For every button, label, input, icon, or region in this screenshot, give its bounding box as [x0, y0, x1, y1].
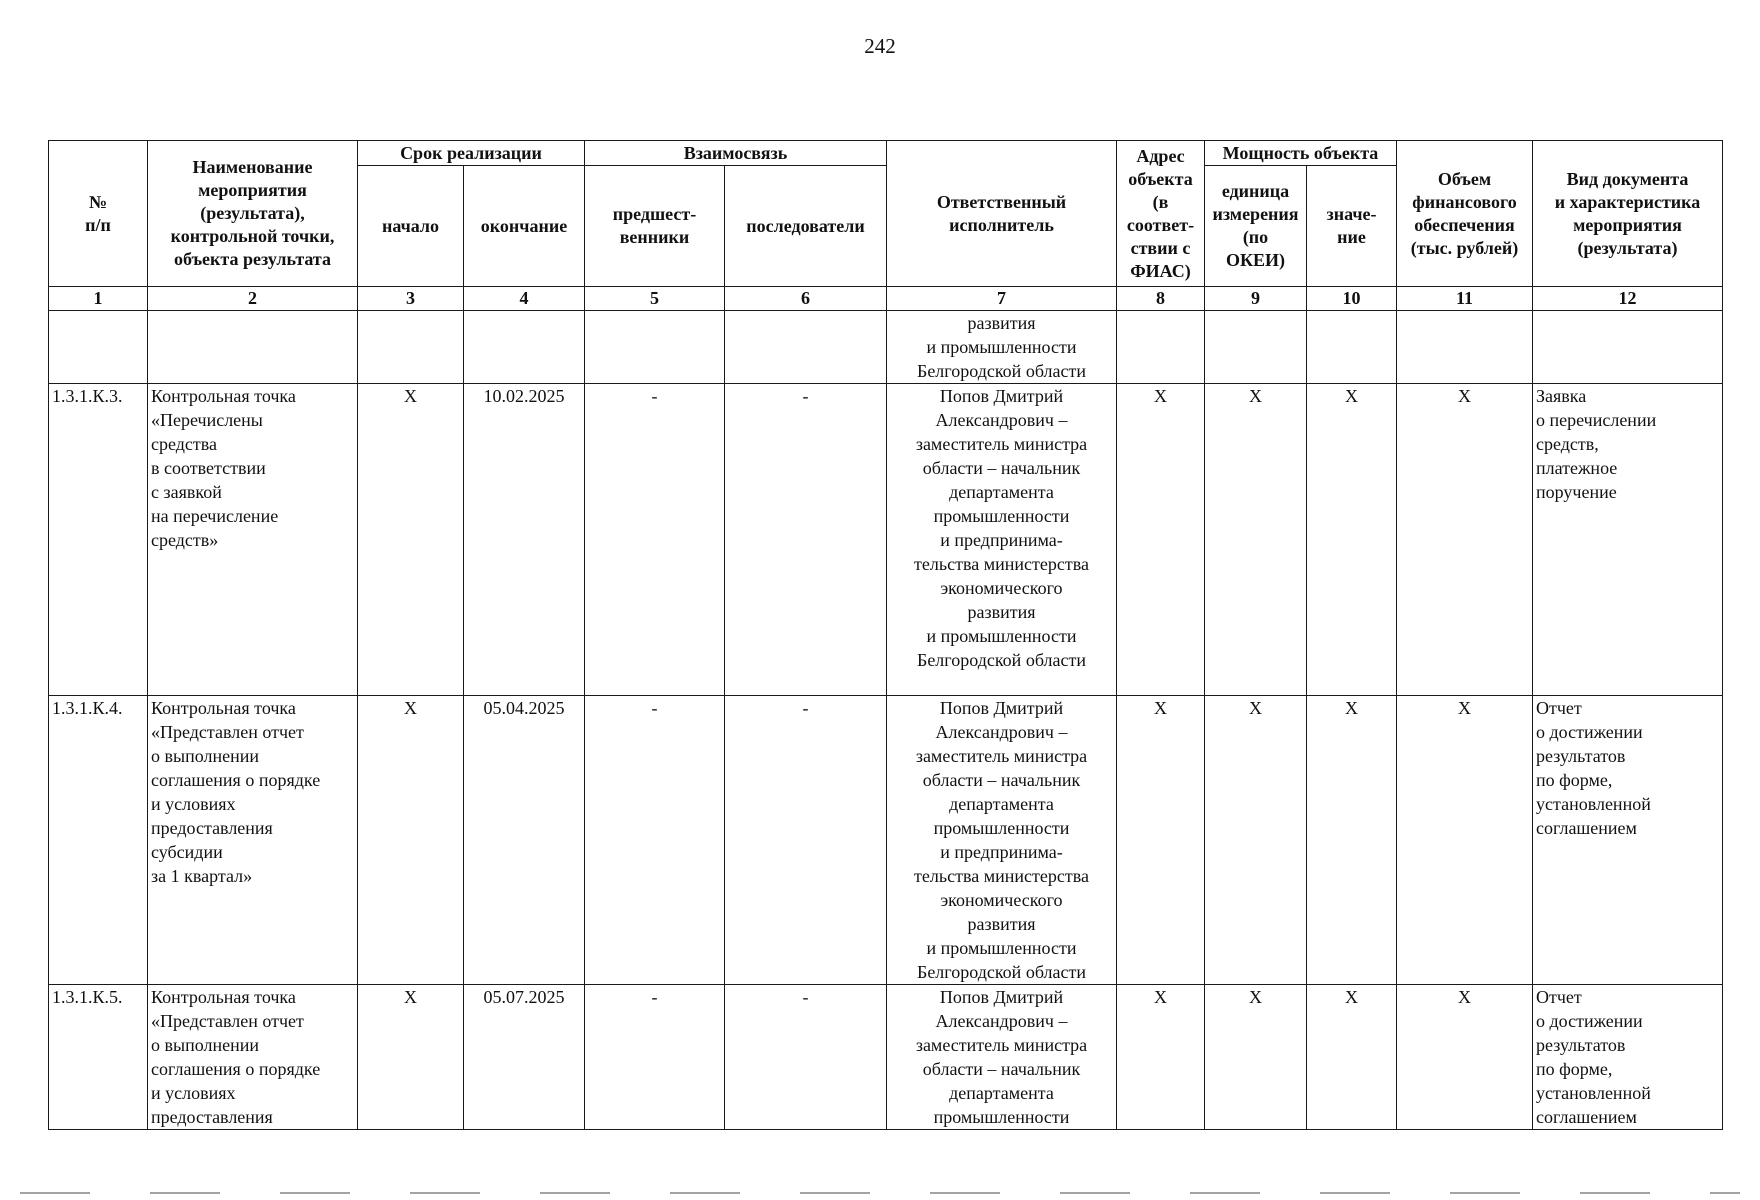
col-number: 8 — [1117, 287, 1205, 311]
cell-start: Х — [358, 985, 464, 1130]
cell-doc: Заявка о перечислении средств, платежное поручение — [1533, 384, 1723, 696]
col-number: 5 — [585, 287, 725, 311]
header-address: Адрес объекта (в соответ- ствии с ФИАС) — [1117, 141, 1205, 287]
col-number: 2 — [148, 287, 358, 311]
header-executor: Ответственный исполнитель — [887, 141, 1117, 287]
header-cap-value: значе- ние — [1307, 166, 1397, 287]
header-name: Наименование мероприятия (результата), контрольной точки, объекта результата — [148, 141, 358, 287]
cell-pred: - — [585, 985, 725, 1130]
cell-pred: - — [585, 384, 725, 696]
header-num: № п/п — [49, 141, 148, 287]
cell-doc: Отчет о достижении результатов по форме, установленной соглашением — [1533, 696, 1723, 985]
cell-finance: Х — [1397, 985, 1533, 1130]
cell-end: 10.02.2025 — [464, 384, 585, 696]
col-number: 1 — [49, 287, 148, 311]
cell-doc: Отчет о достижении результатов по форме, установленной соглашением — [1533, 985, 1723, 1130]
col-number: 9 — [1205, 287, 1307, 311]
cell-num: 1.3.1.К.4. — [49, 696, 148, 985]
col-number: 3 — [358, 287, 464, 311]
table-row — [49, 696, 1723, 985]
cell-executor: Попов Дмитрий Александрович – заместитель министра области – начальник департамента промышленности и предпринима- тельства министерства экономического развития и промышленности Белгородской области — [887, 696, 1117, 985]
cell-finance: Х — [1397, 696, 1533, 985]
col-number: 7 — [887, 287, 1117, 311]
cell-start: Х — [358, 696, 464, 985]
cell-succ: - — [725, 696, 887, 985]
col-number: 10 — [1307, 287, 1397, 311]
header-capacity: Мощность объекта — [1205, 141, 1397, 166]
cell-address: Х — [1117, 696, 1205, 985]
cell-name: Контрольная точка «Перечислены средства в соответствии с заявкой на перечисление средств» — [148, 384, 358, 696]
col-number: 4 — [464, 287, 585, 311]
header-term-end: окончание — [464, 166, 585, 287]
col-number: 11 — [1397, 287, 1533, 311]
cell-value: Х — [1307, 384, 1397, 696]
cell-unit: Х — [1205, 696, 1307, 985]
header-cap-unit: единица измерения (по ОКЕИ) — [1205, 166, 1307, 287]
cell-finance: Х — [1397, 384, 1533, 696]
cell-address: Х — [1117, 985, 1205, 1130]
cell-pred: - — [585, 696, 725, 985]
page-number: 242 — [864, 34, 896, 58]
header-link-pred: предшест- венники — [585, 166, 725, 287]
cell-executor: развития и промышленности Белгородской области — [887, 311, 1117, 384]
cell-value: Х — [1307, 696, 1397, 985]
table-row-continuation — [49, 311, 1723, 384]
cell-value: Х — [1307, 985, 1397, 1130]
header-link: Взаимосвязь — [585, 141, 887, 166]
cell-executor: Попов Дмитрий Александрович – заместитель министра области – начальник департамента промышленности и предпринима- тельства министерства экономического развития и промышленности Белгородской области — [887, 384, 1117, 696]
cell-num: 1.3.1.К.5. — [49, 985, 148, 1130]
cell-name: Контрольная точка «Представлен отчет о выполнении соглашения о порядке и условиях предоставления — [148, 985, 358, 1130]
col-number: 6 — [725, 287, 887, 311]
cell-name: Контрольная точка «Представлен отчет о выполнении соглашения о порядке и условиях предоставления субсидии за 1 квартал» — [148, 696, 358, 985]
cell-unit: Х — [1205, 985, 1307, 1130]
header-term-start: начало — [358, 166, 464, 287]
cell-address: Х — [1117, 384, 1205, 696]
header-link-succ: последователи — [725, 166, 887, 287]
cell-start: Х — [358, 384, 464, 696]
cell-end: 05.07.2025 — [464, 985, 585, 1130]
cell-succ: - — [725, 985, 887, 1130]
cell-executor: Попов Дмитрий Александрович – заместитель министра области – начальник департамента промышленности — [887, 985, 1117, 1130]
cell-succ: - — [725, 384, 887, 696]
header-finance: Объем финансового обеспечения (тыс. рублей) — [1397, 141, 1533, 287]
col-number: 12 — [1533, 287, 1723, 311]
scan-bottom-artifact — [20, 1192, 1740, 1194]
table-row — [49, 384, 1723, 696]
events-table — [48, 140, 1723, 1130]
cell-end: 05.04.2025 — [464, 696, 585, 985]
cell-num: 1.3.1.К.3. — [49, 384, 148, 696]
cell-unit: Х — [1205, 384, 1307, 696]
header-term: Срок реализации — [358, 141, 585, 166]
header-doc-type: Вид документа и характеристика мероприятия (результата) — [1533, 141, 1723, 287]
table-row — [49, 985, 1723, 1130]
